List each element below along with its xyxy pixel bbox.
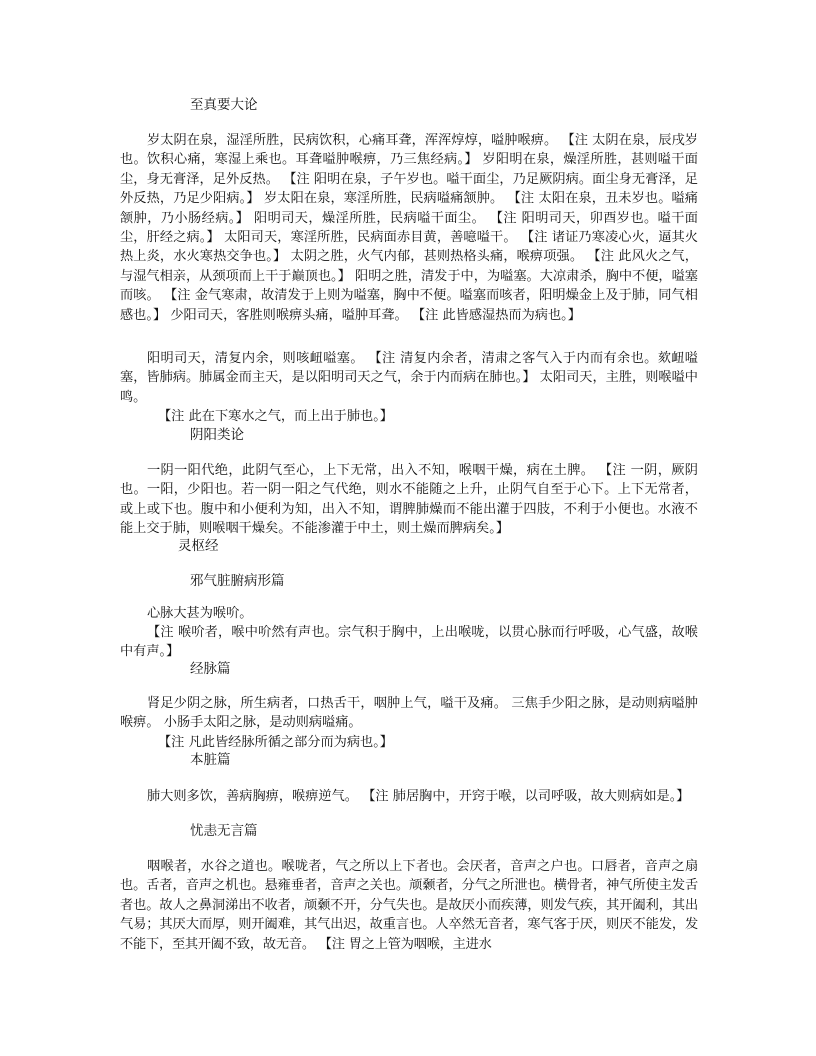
section-heading: 本脏篇 [190, 752, 231, 768]
body-paragraph: 肺大则多饮，善病胸痹，喉痹逆气。 【注 肺居胸中，开窍于喉，以司呼吸，故大则病如是。】 [147, 789, 690, 804]
section-heading: 阴阳类论 [190, 427, 244, 443]
section-heading: 至真要大论 [190, 97, 258, 113]
body-paragraph: 阳明司天，清复内余，则咳衄嗌塞。 【注 清复内余者，清肃之客气入于内而有余也。欬衄嗌塞，皆肺病。肺属金而主天，是以阳明司天之气，余于内而病在肺也。】 太阳司天，主胜，则喉嗌中鸣。 [120, 351, 698, 405]
section-heading: 经脉篇 [190, 661, 231, 677]
section-heading: 邪气脏腑病形篇 [190, 573, 285, 589]
annotation-paragraph: 【注 此在下寒水之气，而上出于肺也。】 [158, 409, 393, 424]
body-paragraph: 一阴一阳代绝，此阴气至心，上下无常，出入不知，喉咽干燥，病在土脾。 【注 一阴，厥阴也。一阳，少阳也。若一阴一阳之气代绝，则水不能随之上升，止阴气自至于心下。上下无常者，或上或下也。腹中和小便利为知，出入不知，谓脾肺燥而不能出灌于四肢，不利于小便也。水液不能上交于肺，则喉咽干燥矣。不能渗灌于中土，则土燥而脾病矣。】 [120, 463, 698, 537]
annotation-paragraph: 【注 喉吤者，喉中吤然有声也。宗气积于胸中，上出喉咙，以贯心脉而行呼吸，心气盛，故喉中有声。】 [120, 625, 698, 660]
book-heading: 灵枢经 [178, 538, 219, 554]
body-paragraph: 心脉大甚为喉吤。 [147, 606, 253, 621]
section-heading: 忧恚无言篇 [190, 823, 258, 839]
body-paragraph: 咽喉者，水谷之道也。喉咙者，气之所以上下者也。会厌者，音声之户也。口唇者，音声之扇也。舌者，音声之机也。悬雍垂者，音声之关也。颃颡者，分气之所泄也。横骨者，神气所使主发舌者也。故人之鼻洞涕出不收者，颃颡不开，分气失也。是故厌小而疾薄，则发气疾，其开阖利，其出气易；其厌大而厚，则开阖难，其气出迟，故重言也。人卒然无音者，寒气客于厌，则厌不能发，发不能下，至其开阖不致，故无音。 【注 胃之上管为咽喉，主进水 [120, 859, 698, 952]
body-paragraph: 肾足少阴之脉，所生病者，口热舌干，咽肿上气，嗌干及痛。 三焦手少阳之脉，是动则病嗌肿喉痹。 小肠手太阳之脉，是动则病嗌痛。 [120, 696, 698, 731]
body-paragraph: 岁太阴在泉，湿淫所胜，民病饮积，心痛耳聋，浑浑焞焞，嗌肿喉痹。 【注 太阴在泉，辰戌岁也。饮积心痛，寒湿上乘也。耳聋嗌肿喉痹，乃三焦经病。】 岁阳明在泉，燥淫所胜，甚则嗌干面尘，身无膏泽，足外反热。 【注 阳明在泉，子午岁也。嗌干面尘，乃足厥阴病。面尘身无膏泽，足外反热，乃足少阳病。】 岁太阳在泉，寒淫所胜，民病嗌痛颔肿。 【注 太阳在泉，丑未岁也。嗌痛颔肿，乃小肠经病。】 阳明司天，燥淫所胜，民病嗌干面尘。 【注 阳明司天，卯酉岁也。嗌干面尘，肝经之病。】 太阳司天，寒淫所胜，民病面赤目黄，善噫嗌干。 【注 诸证乃寒凌心火，逼其火热上炎，水火寒热交争也。】 太阴之胜，火气内郁，甚则热格头痛，喉痹项强。 【注 此风火之气，与湿气相亲，从颈项而上干于巅顶也。】 阳明之胜，清发于中，为嗌塞。大凉肃杀，胸中不便，嗌塞而咳。 【注 金气寒肃，故清发于上则为嗌塞，胸中不便。嗌塞而咳者，阳明燥金上及于肺，同气相感也。】 少阳司天，客胜则喉痹头痛，嗌肿耳聋。 【注 此皆感湿热而为病也。】 [120, 133, 698, 323]
annotation-paragraph: 【注 凡此皆经脉所循之部分而为病也。】 [158, 735, 393, 750]
